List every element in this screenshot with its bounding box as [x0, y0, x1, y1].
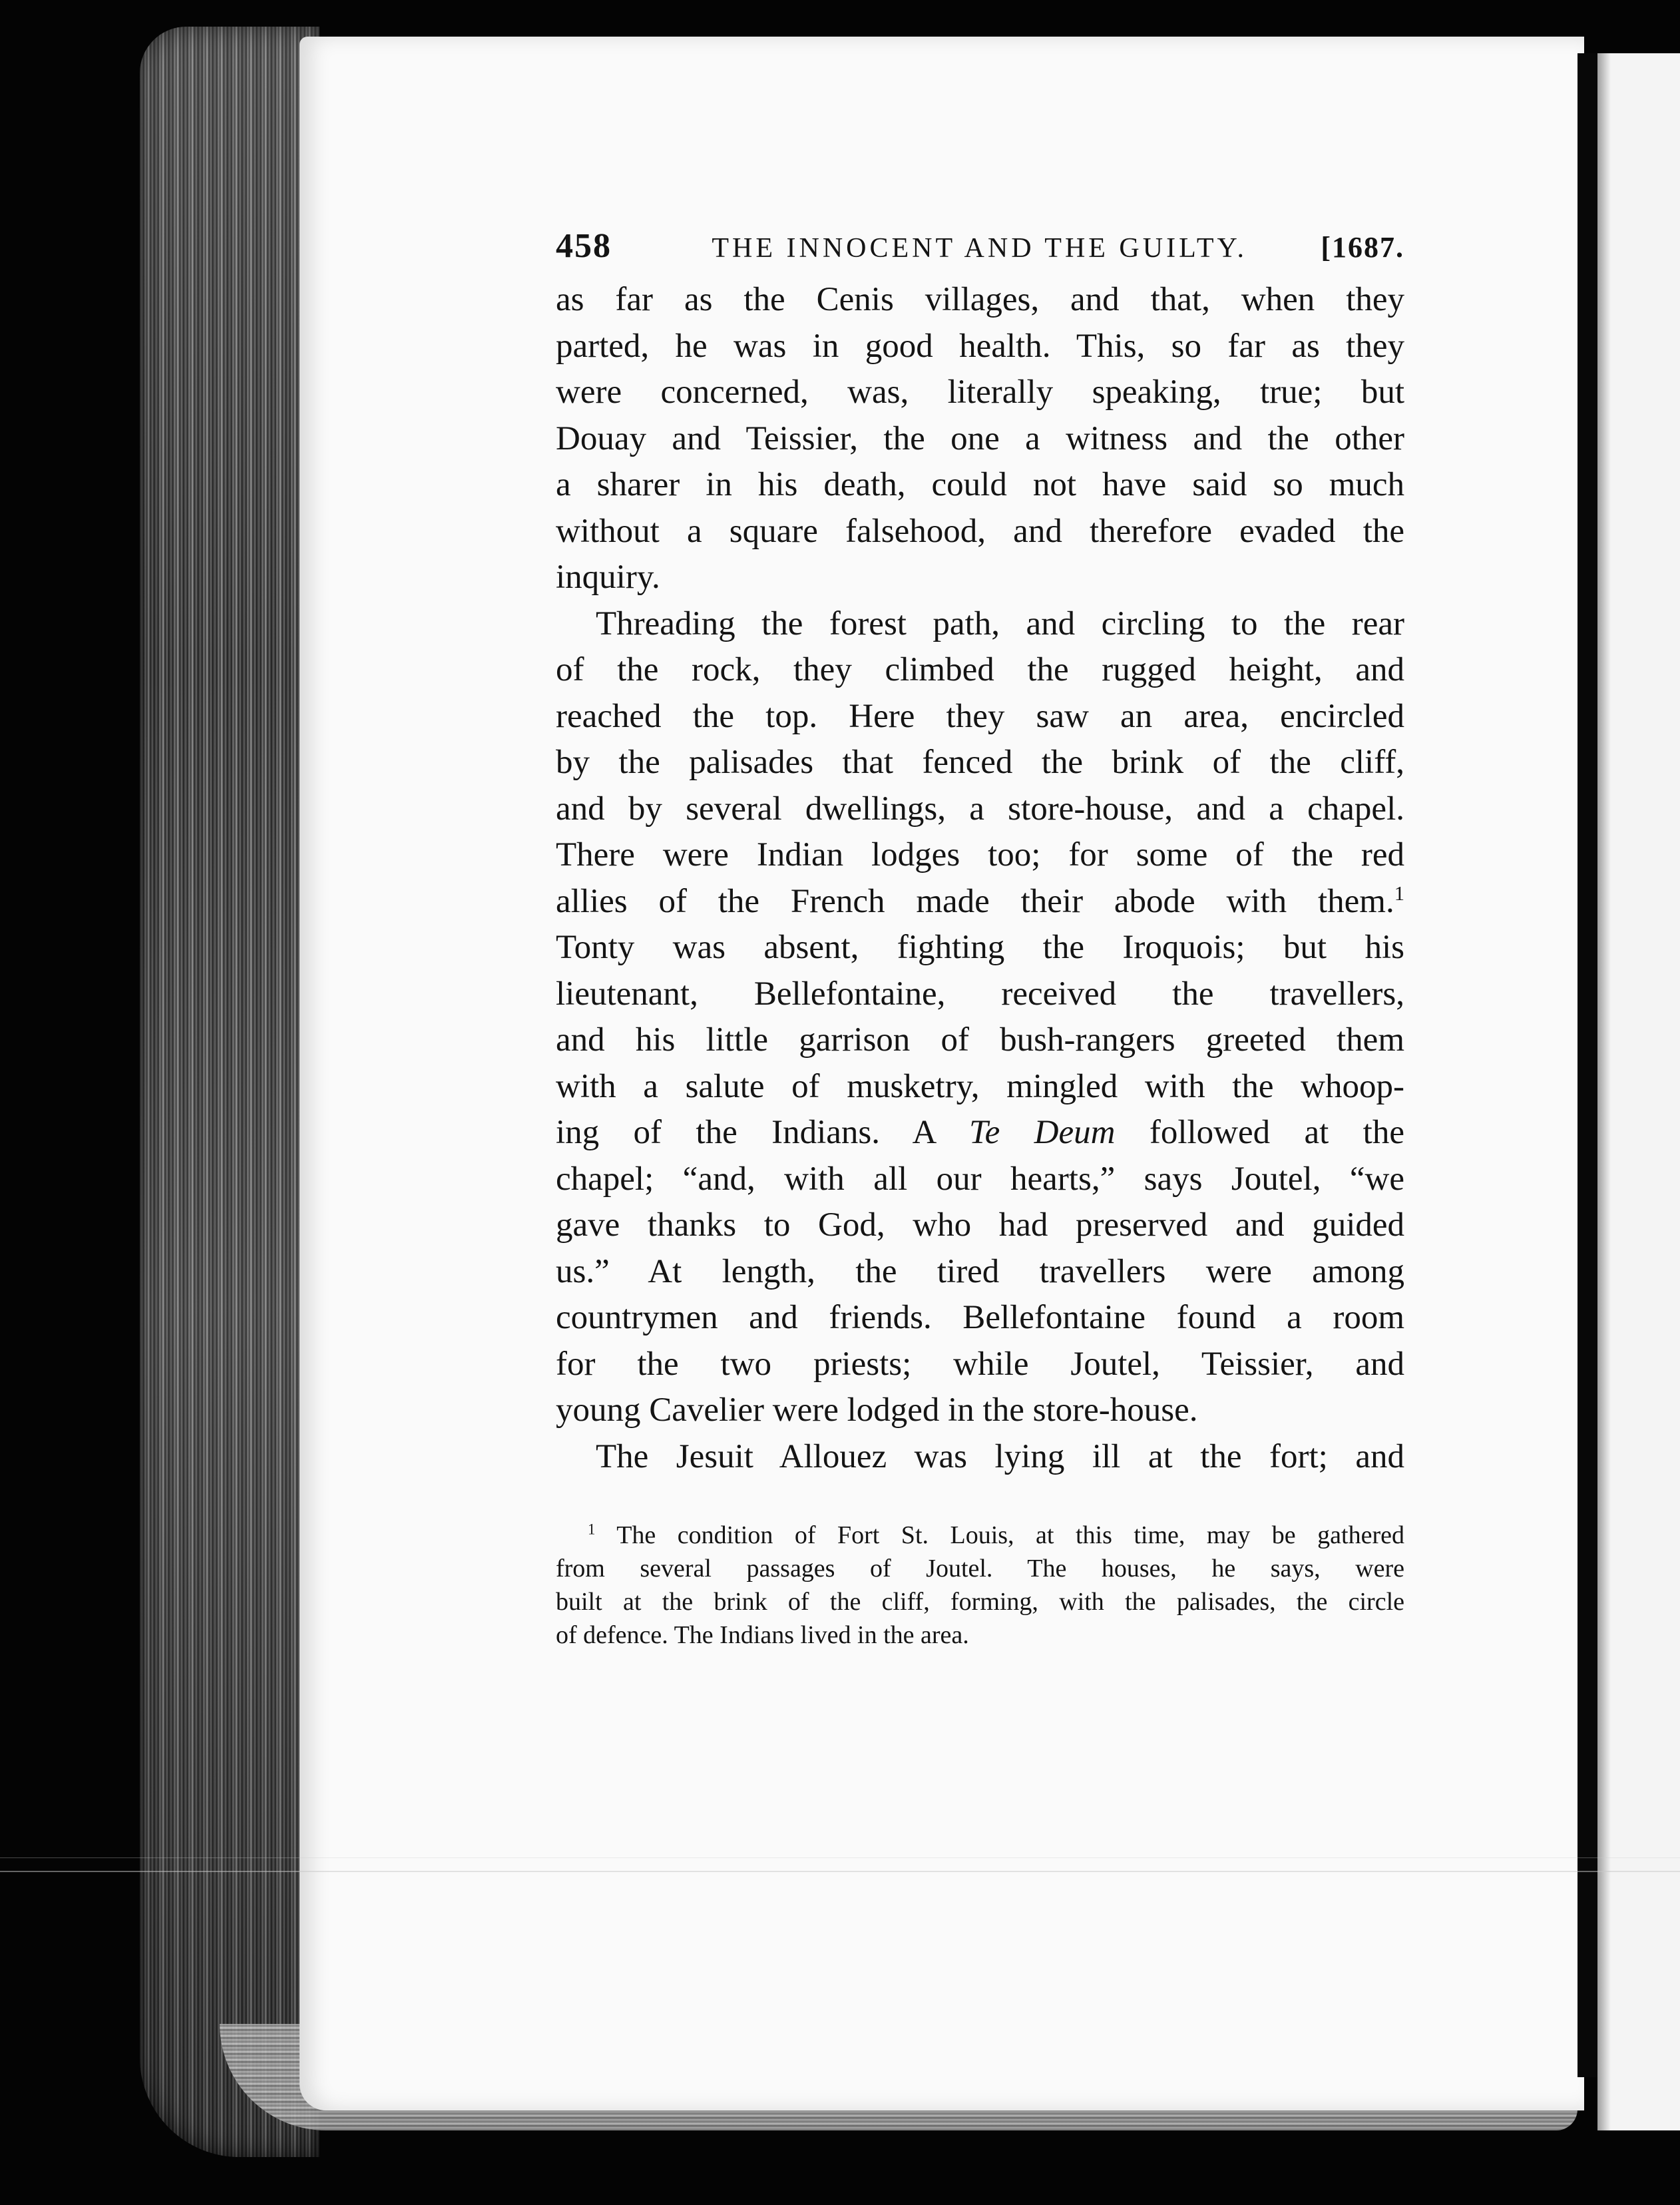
page-text-block [556, 226, 1404, 1652]
body-line: Tonty was absent, fighting the Iroquois; but his [556, 929, 1404, 966]
body-line: lieutenant, Bellefontaine, received the travellers, [556, 975, 1404, 1013]
footnote-line: built at the brink of the cliff, forming, with the palisades, the circle [556, 1588, 1404, 1616]
body-line: and his little garrison of bush-rangers greeted them [556, 1021, 1404, 1059]
body-line: young Cavelier were lodged in the store-house. [556, 1391, 1198, 1429]
footnote-line-text: The condition of Fort St. Louis, at this time, may be gathered [616, 1521, 1404, 1549]
footnote [556, 1519, 1404, 1652]
body-line: inquiry. [556, 559, 660, 596]
running-year: [1687. [1321, 231, 1404, 264]
running-title: THE INNOCENT AND THE GUILTY. [712, 233, 1247, 264]
body-line-text: followed at the [1115, 1114, 1404, 1151]
page-gutter [1577, 53, 1597, 2077]
body-text [556, 277, 1404, 1480]
facing-page-shadow [1597, 53, 1611, 2130]
body-line: gave thanks to God, who had preserved and guided [556, 1206, 1404, 1244]
body-line: chapel; “and, with all our hearts,” says Joutel, “we [556, 1160, 1404, 1198]
body-line-text: allies of the French made their abode with them. [556, 882, 1394, 920]
page-number: 458 [556, 227, 612, 265]
body-line: Douay and Teissier, the one a witness and the other [556, 419, 1404, 457]
body-line: with a salute of musketry, mingled with the whoop- [556, 1067, 1404, 1105]
body-line: There were Indian lodges too; for some of the red [556, 836, 1404, 873]
body-line [556, 879, 1404, 925]
body-line: countrymen and friends. Bellefontaine found a room [556, 1299, 1404, 1336]
footnote-line [556, 1519, 1404, 1552]
scan-artifact-line [0, 1871, 1680, 1872]
body-line: parted, he was in good health. This, so far as they [556, 327, 1404, 365]
footnote-line: of defence. The Indians lived in the area. [556, 1621, 969, 1649]
body-line: and by several dwellings, a store-house, and a chapel. [556, 790, 1404, 828]
body-line [556, 1110, 1404, 1156]
running-head [556, 226, 1404, 277]
body-line: us.” At length, the tired travellers were among [556, 1252, 1404, 1290]
body-line: by the palisades that fenced the brink of the cliff, [556, 744, 1404, 781]
body-line-text: ing of the Indians. A [556, 1114, 969, 1151]
footnote-marker: 1 [588, 1521, 596, 1538]
body-line: of the rock, they climbed the rugged height, and [556, 651, 1404, 688]
footnote-reference: 1 [1394, 881, 1404, 905]
body-line: were concerned, was, literally speaking, true; but [556, 373, 1404, 411]
body-line: as far as the Cenis villages, and that, when they [556, 281, 1404, 318]
body-line: The Jesuit Allouez was lying ill at the fort; and [596, 1437, 1404, 1475]
book-fore-edge [140, 27, 319, 2157]
body-line: without a square falsehood, and therefore evaded the [556, 512, 1404, 550]
footnote-line: from several passages of Joutel. The houses, he says, were [556, 1555, 1404, 1583]
body-line: reached the top. Here they saw an area, encircled [556, 697, 1404, 735]
body-line: a sharer in his death, could not have said so much [556, 466, 1404, 503]
scan-artifact-line [0, 1857, 1680, 1858]
body-line: Threading the forest path, and circling to the rear [596, 605, 1404, 642]
body-line: for the two priests; while Joutel, Teissier, and [556, 1345, 1404, 1383]
te-deum-italic: Te Deum [968, 1114, 1116, 1151]
